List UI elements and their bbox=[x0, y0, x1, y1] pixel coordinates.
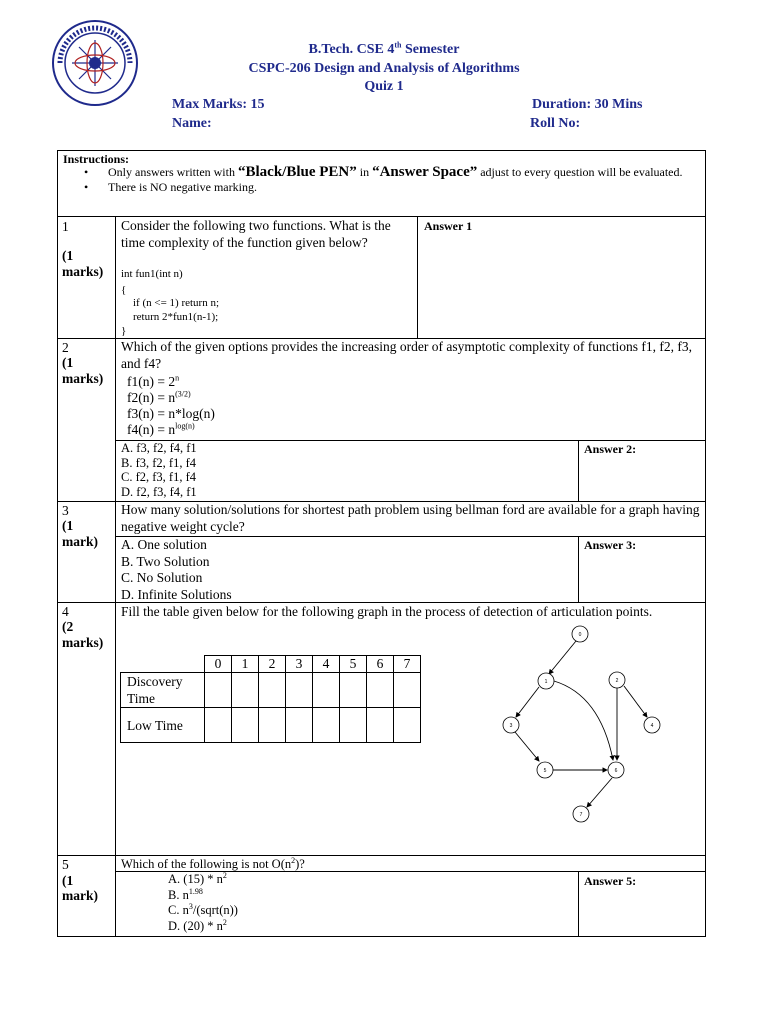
q3-marks: (1 bbox=[62, 518, 74, 533]
name-label: Name: bbox=[172, 116, 212, 131]
q2-answer-space[interactable] bbox=[580, 456, 704, 500]
q1-code-line: return 2*fun1(n-1); bbox=[133, 311, 219, 323]
q5-number: 5 bbox=[62, 857, 69, 872]
q5-option: D. $(20) * n^2$ bbox=[168, 917, 227, 933]
table-header: 7 bbox=[394, 656, 421, 673]
q3-answer-space[interactable] bbox=[580, 552, 704, 600]
quiz-title: Quiz 1 bbox=[364, 79, 404, 94]
table-cell[interactable] bbox=[313, 708, 340, 743]
q2-text: Which of the given options provides the increasing order of asymptotic complexity of functions f1, f2, f3, and f4? bbox=[121, 339, 692, 371]
divider bbox=[578, 871, 579, 937]
q3-option: B. Two Solution bbox=[121, 553, 210, 569]
graph-node-label: 1 bbox=[544, 679, 548, 685]
q2-marks: marks) bbox=[62, 371, 104, 386]
graph-edge bbox=[587, 778, 612, 807]
table-cell[interactable] bbox=[259, 708, 286, 743]
q5-answer-label: Answer 5: bbox=[584, 874, 637, 888]
graph-edge bbox=[515, 732, 539, 761]
table-row bbox=[121, 708, 421, 743]
instruction-item: • Only answers written with “Black/Blue PEN” in “Answer Space” adjust to every question will be evaluated. bbox=[108, 165, 724, 180]
q2-option: B. f3, f2, f1, f4 bbox=[121, 455, 196, 470]
table-header: 2 bbox=[259, 656, 286, 673]
table-cell[interactable] bbox=[340, 708, 367, 743]
q1-code-line: } bbox=[121, 325, 127, 337]
max-marks: Max Marks: 15 bbox=[172, 97, 265, 112]
q2-number: 2 bbox=[62, 340, 69, 355]
table-cell[interactable] bbox=[205, 673, 232, 708]
instructions-title: Instructions: bbox=[63, 152, 130, 166]
table-cell[interactable] bbox=[232, 708, 259, 743]
graph-edge bbox=[516, 687, 539, 717]
q3-marks: mark) bbox=[62, 534, 98, 549]
q2-f3: f3(n) = n*log(n) bbox=[127, 406, 215, 421]
table-cell[interactable] bbox=[367, 673, 394, 708]
q3-option: D. Infinite Solutions bbox=[121, 586, 232, 602]
graph-node-label: 3 bbox=[509, 723, 513, 729]
row-label-low: Low Time bbox=[121, 708, 205, 743]
q1-answer-space[interactable] bbox=[420, 234, 704, 336]
instruction-item: • There is NO negative marking. bbox=[108, 180, 724, 195]
q1-marks: (1 bbox=[62, 248, 74, 263]
q5-answer-space[interactable] bbox=[580, 889, 704, 935]
q3-text: How many solution/solutions for shortest path problem using bellman ford are available for a graph having negative weight cycle? bbox=[121, 502, 700, 534]
table-header: 1 bbox=[232, 656, 259, 673]
q5-option: C. $n^3/(sqrt(n))$ bbox=[168, 901, 238, 917]
q3-option: C. No Solution bbox=[121, 570, 203, 585]
divider bbox=[417, 216, 418, 338]
table-header: 5 bbox=[340, 656, 367, 673]
divider bbox=[578, 440, 579, 501]
q4-marks: marks) bbox=[62, 635, 104, 650]
q5-options bbox=[168, 872, 238, 934]
table-cell[interactable] bbox=[286, 673, 313, 708]
q1-code-line: { bbox=[121, 284, 127, 296]
graph-node-label: 2 bbox=[615, 678, 619, 684]
graph-edge bbox=[554, 681, 613, 760]
table-corner bbox=[121, 656, 205, 673]
table-header: 0 bbox=[205, 656, 232, 673]
graph-edge bbox=[624, 686, 647, 717]
table-cell[interactable] bbox=[367, 708, 394, 743]
q4-marks: (2 bbox=[62, 619, 74, 634]
q5-marks: mark) bbox=[62, 888, 98, 903]
graph-node-label: 7 bbox=[579, 812, 583, 818]
articulation-table bbox=[120, 655, 421, 743]
course-title: B.Tech. CSE 4th Semester bbox=[308, 40, 460, 57]
graph-node-label: 4 bbox=[650, 723, 654, 729]
graph-node-label: 0 bbox=[578, 632, 582, 638]
graph-diagram bbox=[490, 620, 680, 830]
q2-answer-label: Answer 2: bbox=[584, 442, 637, 456]
table-header: 4 bbox=[313, 656, 340, 673]
q2-f2: $f2(n) = n^{(3/2)}$ bbox=[127, 389, 191, 405]
q2-f1: $f1(n) = 2^n$ bbox=[127, 373, 180, 389]
graph-node-label: 6 bbox=[614, 768, 618, 774]
q1-number: 1 bbox=[62, 219, 69, 234]
q3-number: 3 bbox=[62, 503, 69, 518]
q2-option: D. f2, f3, f4, f1 bbox=[121, 484, 197, 499]
q1-text: Consider the following two functions. What is the time complexity of the function given below? bbox=[121, 218, 391, 250]
q2-options bbox=[121, 441, 197, 499]
q1-code-line: if (n <= 1) return n; bbox=[133, 297, 220, 309]
q4-text: Fill the table given below for the following graph in the process of detection of articulation points. bbox=[121, 604, 653, 619]
q2-option: A. f3, f2, f4, f1 bbox=[121, 441, 197, 455]
roll-label: Roll No: bbox=[530, 116, 581, 131]
table-row bbox=[121, 673, 421, 708]
divider bbox=[578, 536, 579, 602]
table-cell[interactable] bbox=[340, 673, 367, 708]
course-name: CSPC-206 Design and Analysis of Algorithms bbox=[248, 61, 520, 76]
q1-marks: marks) bbox=[62, 264, 104, 279]
q2-f4: $f4(n) = n^{log(n)}$ bbox=[127, 421, 195, 437]
q5-marks: (1 bbox=[62, 873, 74, 888]
table-cell[interactable] bbox=[205, 708, 232, 743]
q2-option: C. f2, f3, f1, f4 bbox=[121, 470, 196, 484]
row-label-discovery: Discovery Time bbox=[121, 673, 205, 708]
divider bbox=[57, 216, 706, 217]
divider bbox=[115, 216, 116, 937]
q5-option: A. $(15) * n^2$ bbox=[168, 870, 227, 886]
table-cell[interactable] bbox=[286, 708, 313, 743]
table-cell[interactable] bbox=[313, 673, 340, 708]
q2-marks: (1 bbox=[62, 355, 74, 370]
q4-number: 4 bbox=[62, 604, 69, 619]
q1-code-line: int fun1(int n) bbox=[121, 268, 183, 280]
q3-answer-label: Answer 3: bbox=[584, 538, 637, 552]
table-cell[interactable] bbox=[232, 673, 259, 708]
table-header: 6 bbox=[367, 656, 394, 673]
q3-options bbox=[121, 537, 232, 603]
instructions-list bbox=[84, 165, 724, 195]
q3-option: A. One solution bbox=[121, 537, 207, 552]
q5-option: B. $n^{1.98}$ bbox=[168, 886, 203, 902]
duration: Duration: 30 Mins bbox=[532, 97, 643, 112]
q5-text: Which of the following is not $O(n^2)$? bbox=[121, 855, 305, 871]
graph-edge bbox=[549, 641, 576, 674]
table-cell[interactable] bbox=[259, 673, 286, 708]
table-header-row bbox=[121, 656, 421, 673]
q1-answer-label: Answer 1 bbox=[424, 219, 473, 233]
table-cell[interactable] bbox=[394, 708, 421, 743]
table-header: 3 bbox=[286, 656, 313, 673]
table-cell[interactable] bbox=[394, 673, 421, 708]
graph-node-label: 5 bbox=[543, 768, 547, 774]
